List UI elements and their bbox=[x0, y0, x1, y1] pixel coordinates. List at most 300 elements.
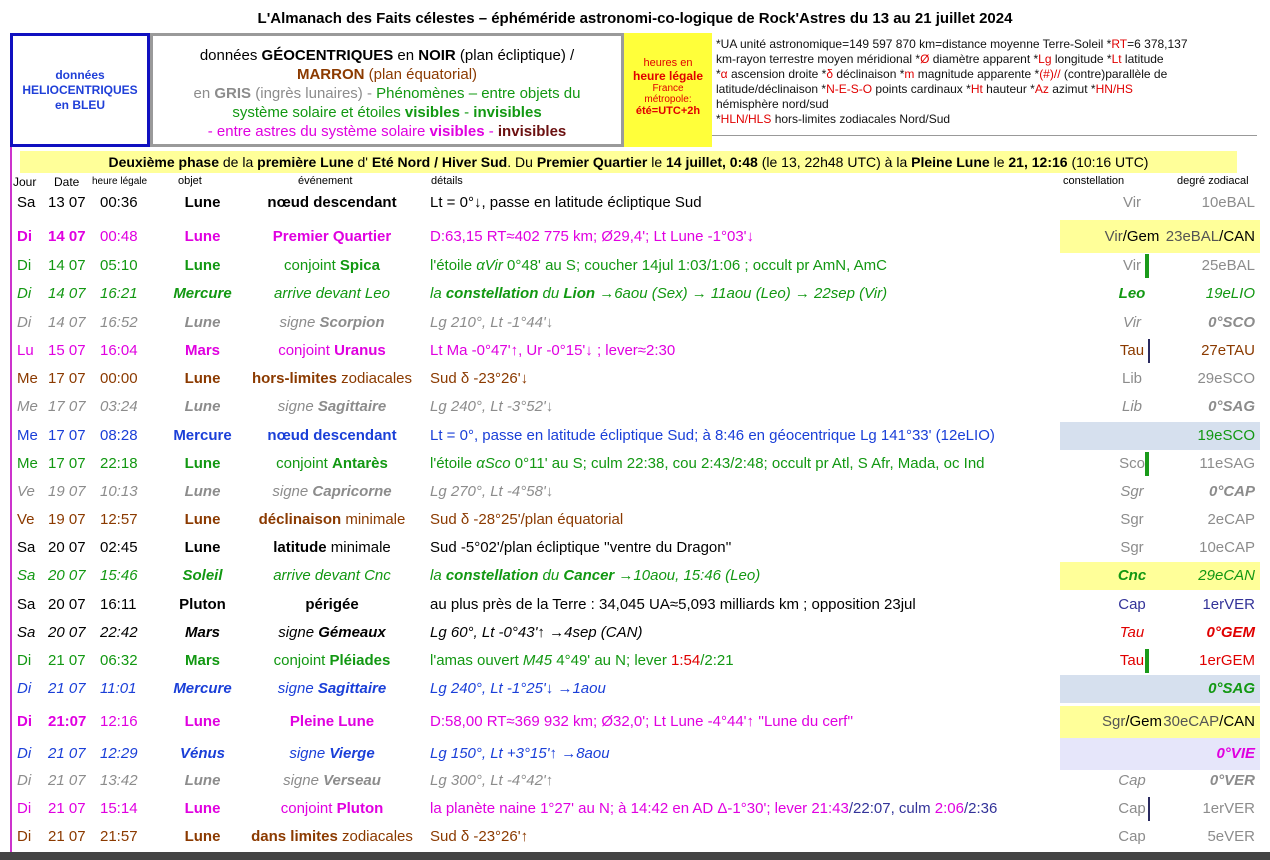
event-text: hors-limites bbox=[251, 370, 337, 387]
cell-jour: Di bbox=[17, 800, 32, 817]
zodiac-degree: 0°VER bbox=[1209, 772, 1255, 789]
cell-jour: Sa bbox=[17, 624, 36, 641]
cell-details bbox=[430, 619, 642, 647]
cell-jour: Me bbox=[17, 427, 38, 444]
cell-date: 17 07 bbox=[48, 398, 86, 415]
table-row bbox=[12, 478, 1260, 506]
constellation-name: Vir bbox=[1122, 257, 1142, 274]
cell-zodiac-degree bbox=[1157, 675, 1255, 703]
cell-details bbox=[430, 738, 610, 770]
zodiac-degree: 25eBAL bbox=[1201, 257, 1255, 274]
cell-event bbox=[242, 450, 422, 478]
cell-time: 11:01 bbox=[100, 680, 137, 697]
table-row bbox=[12, 706, 1260, 738]
event-text: conjoint bbox=[278, 342, 335, 359]
cell-time: 12:57 bbox=[100, 511, 138, 528]
cell-object: Lune bbox=[184, 772, 221, 789]
zodiac-degree: 19eLIO bbox=[1205, 285, 1255, 302]
constellation-name: Lib bbox=[1121, 370, 1143, 387]
cell-zodiac-degree bbox=[1157, 337, 1255, 365]
abbreviations-legend bbox=[716, 37, 1256, 127]
visibility-marker bbox=[1145, 649, 1149, 673]
cell-zodiac-degree bbox=[1157, 619, 1255, 647]
col-header-object: objet bbox=[178, 175, 202, 187]
cell-jour: Di bbox=[17, 680, 32, 697]
col-header-constellation: constellation bbox=[1063, 175, 1125, 187]
cell-event bbox=[242, 189, 422, 217]
cell-time: 03:24 bbox=[100, 398, 138, 415]
cell-details bbox=[430, 534, 731, 562]
details-part: Sud δ -28°25'/plan équatorial bbox=[430, 511, 624, 528]
cell-zodiac-degree bbox=[1157, 422, 1255, 450]
cell-details bbox=[430, 422, 995, 450]
event-text: signe bbox=[279, 314, 320, 331]
table-row bbox=[12, 647, 1260, 675]
cell-jour: Sa bbox=[17, 596, 36, 613]
table-row bbox=[12, 220, 1260, 253]
cell-zodiac-degree bbox=[1157, 738, 1255, 770]
table-row bbox=[12, 795, 1260, 823]
cell-date: 20 07 bbox=[48, 539, 86, 556]
details-part: 1:54 bbox=[671, 652, 701, 669]
cell-jour: Me bbox=[17, 370, 38, 387]
visibility-marker bbox=[1145, 452, 1149, 476]
event-subject: Spica bbox=[339, 257, 380, 274]
hl-line-1: heures en bbox=[643, 57, 693, 69]
details-part: Sud δ -23°26'↑ bbox=[430, 828, 529, 845]
cell-time: 21:57 bbox=[100, 828, 138, 845]
details-part: la bbox=[430, 285, 446, 302]
table-row bbox=[12, 309, 1260, 337]
col-header-date: Date bbox=[54, 175, 80, 189]
cell-time: 00:00 bbox=[100, 370, 138, 387]
cell-time: 16:04 bbox=[100, 342, 138, 359]
cell-object: Lune bbox=[184, 455, 221, 472]
details-part: Sud δ -23°26'↓ bbox=[430, 370, 529, 387]
cell-event bbox=[242, 795, 422, 823]
zodiac-degree: 0°SAG bbox=[1208, 680, 1255, 697]
cell-jour: Di bbox=[17, 285, 32, 302]
table-row bbox=[12, 280, 1260, 308]
details-part: /2:21 bbox=[700, 652, 734, 669]
cell-event bbox=[242, 619, 422, 647]
cell-jour: Me bbox=[17, 398, 38, 415]
cell-object: Mercure bbox=[173, 427, 232, 444]
cell-object: Lune bbox=[184, 511, 221, 528]
event-subject: Vierge bbox=[329, 745, 375, 762]
details-part: M45 bbox=[522, 652, 553, 669]
geo-line-2: MARRON (plan équatorial) bbox=[296, 66, 478, 83]
cell-time: 00:48 bbox=[100, 228, 138, 245]
cell-date: 15 07 bbox=[48, 342, 86, 359]
cell-jour: Di bbox=[17, 745, 32, 762]
cell-zodiac-degree bbox=[1157, 309, 1255, 337]
cell-object: Mercure bbox=[173, 680, 232, 697]
cell-time: 22:18 bbox=[100, 455, 138, 472]
zodiac-degree: 0°VIE bbox=[1216, 745, 1255, 762]
lunar-phase-banner: Deuxième phase de la première Lune d' Eté Nord / Hiver Sud. Du Premier Quartier le 14 juillet, 0:48 (le 13, 22h48 UTC) à la Pleine Lune le 21, 12:16 (10:16 UTC) bbox=[20, 151, 1237, 173]
cell-zodiac-degree bbox=[1157, 591, 1255, 619]
zodiac-degree: 29eSCO bbox=[1197, 370, 1255, 387]
constellation-name: Cap bbox=[1118, 772, 1146, 789]
details-part: la bbox=[430, 567, 446, 584]
event-subject: zodiacales bbox=[337, 828, 413, 845]
cell-zodiac-degree bbox=[1157, 706, 1255, 738]
cell-object: Lune bbox=[184, 370, 221, 387]
cell-details bbox=[430, 647, 734, 675]
cell-object: Soleil bbox=[182, 567, 223, 584]
constellation-name: Cap bbox=[1118, 828, 1146, 845]
cell-date: 20 07 bbox=[48, 624, 86, 641]
cell-zodiac-degree bbox=[1157, 562, 1255, 590]
event-text: signe bbox=[289, 745, 330, 762]
geocentric-legend-box bbox=[150, 33, 624, 147]
heliocentric-legend-box bbox=[10, 33, 150, 147]
event-subject: Pluton bbox=[336, 800, 384, 817]
zodiac-degree: 19eSCO bbox=[1197, 427, 1255, 444]
hl-line-4: métropole: bbox=[644, 94, 692, 105]
details-part: l'amas ouvert bbox=[430, 652, 523, 669]
details-part: constellation bbox=[445, 567, 539, 584]
event-subject: Sagittaire bbox=[317, 398, 387, 415]
cell-time: 15:46 bbox=[100, 567, 138, 584]
bottom-bar bbox=[0, 852, 1270, 860]
cell-zodiac-degree bbox=[1157, 280, 1255, 308]
cell-details bbox=[430, 506, 623, 534]
details-part: du bbox=[538, 285, 564, 302]
event-text: dans limites bbox=[251, 828, 338, 845]
cell-time: 08:28 bbox=[100, 427, 138, 444]
details-part: ''Lune du cerf'' bbox=[754, 713, 854, 730]
cell-object: Lune bbox=[184, 539, 221, 556]
legend-line-3: *α ascension droite *δ déclinaison *m magnitude apparente *(#)// (contre)parallèle de bbox=[716, 67, 1168, 81]
cell-object: Lune bbox=[184, 314, 221, 331]
cell-object: Lune bbox=[184, 194, 221, 211]
legal-time-box bbox=[624, 33, 712, 147]
cell-object: Lune bbox=[184, 800, 221, 817]
cell-time: 16:11 bbox=[100, 596, 137, 613]
event-text: signe bbox=[277, 398, 318, 415]
cell-jour: Di bbox=[17, 228, 32, 245]
zodiac-degree: 5eVER bbox=[1207, 828, 1255, 845]
cell-event bbox=[242, 220, 422, 253]
zodiac-degree: 23eBAL bbox=[1165, 228, 1220, 245]
cell-time: 12:29 bbox=[100, 745, 138, 762]
visibility-marker bbox=[1148, 797, 1150, 821]
details-part: Lg 150°, Lt +3°15'↑ →8aou bbox=[430, 745, 610, 762]
geo-line-4: système solaire et étoiles visibles - invisibles bbox=[232, 104, 542, 121]
cell-details bbox=[430, 450, 985, 478]
details-part: 21:43 bbox=[811, 800, 849, 817]
zodiac-degree: 29eCAN bbox=[1198, 567, 1255, 584]
constellation-name: Sgr bbox=[1120, 483, 1144, 500]
details-part: du bbox=[538, 567, 564, 584]
zodiac-degree: 11eSAG bbox=[1199, 455, 1255, 472]
details-part: →6aou (Sex) → 11aou (Leo) → 22sep (Vir) bbox=[595, 285, 888, 302]
details-part: Lg 60°, Lt -0°43'↑ →4sep (CAN) bbox=[430, 624, 643, 641]
cell-object: Lune bbox=[184, 483, 221, 500]
event-text: nœud descendant bbox=[267, 194, 397, 211]
details-part: Lg 300°, Lt -4°42'↑ bbox=[430, 772, 554, 789]
cell-date: 19 07 bbox=[48, 511, 86, 528]
cell-jour: Sa bbox=[17, 194, 36, 211]
cell-time: 00:36 bbox=[100, 194, 138, 211]
details-part: Lg 240°, Lt -3°52'↓ bbox=[430, 398, 554, 415]
cell-jour: Ve bbox=[17, 511, 35, 528]
event-subject: Antarès bbox=[332, 455, 388, 472]
hl-line-2: heure légale bbox=[632, 69, 704, 83]
details-part: Lg 270°, Lt -4°58'↓ bbox=[430, 483, 554, 500]
constellation-name: Vir bbox=[1122, 314, 1142, 331]
cell-time: 22:42 bbox=[100, 624, 138, 641]
cell-date: 21 07 bbox=[48, 772, 86, 789]
event-text: périgée bbox=[305, 596, 359, 613]
cell-zodiac-degree bbox=[1157, 823, 1255, 851]
cell-jour: Sa bbox=[17, 539, 36, 556]
details-part: →10aou, 15:46 (Leo) bbox=[614, 567, 761, 584]
table-row bbox=[12, 823, 1260, 851]
table-row bbox=[12, 534, 1260, 562]
zodiac-degree: 1erGEM bbox=[1199, 652, 1255, 669]
cell-jour: Di bbox=[17, 652, 32, 669]
cell-zodiac-degree bbox=[1157, 534, 1255, 562]
cell-time: 13:42 bbox=[100, 772, 138, 789]
event-subject: Scorpion bbox=[319, 314, 385, 331]
zodiac-degree: 30eCAP bbox=[1163, 713, 1220, 730]
cell-object: Mars bbox=[184, 652, 221, 669]
details-part: Cancer bbox=[563, 567, 615, 584]
geo-line-3: en GRIS (ingrès lunaires) - Phénomènes – entre objets du bbox=[193, 85, 581, 102]
visibility-marker bbox=[1145, 254, 1149, 278]
helio-line-2: HELIOCENTRIQUES bbox=[22, 82, 138, 97]
cell-object: Vénus bbox=[179, 745, 225, 762]
cell-event bbox=[242, 591, 422, 619]
details-part: Lg 240°, Lt -1°25'↓ →1aou bbox=[430, 680, 606, 697]
cell-details bbox=[430, 309, 553, 337]
cell-zodiac-degree bbox=[1157, 767, 1255, 795]
cell-details bbox=[430, 337, 675, 365]
cell-jour: Sa bbox=[17, 567, 36, 584]
event-subject: minimale bbox=[326, 539, 391, 556]
zodiac-degree: 27eTAU bbox=[1201, 342, 1255, 359]
cell-object: Mercure bbox=[173, 285, 232, 302]
zodiac-degree: 10eBAL bbox=[1201, 194, 1255, 211]
table-row bbox=[12, 365, 1260, 393]
cell-details bbox=[430, 478, 553, 506]
zodiac-degree: 0°SCO bbox=[1208, 314, 1255, 331]
cell-zodiac-degree bbox=[1157, 393, 1255, 421]
cell-details bbox=[430, 767, 553, 795]
zodiac-degree: 1erVER bbox=[1202, 596, 1255, 613]
cell-time: 12:16 bbox=[100, 713, 138, 730]
event-text: latitude bbox=[273, 539, 327, 556]
constellation-name: Sgr bbox=[1120, 539, 1144, 556]
zodiac-degree: 0°CAP bbox=[1208, 483, 1255, 500]
zodiac-degree-next: /CAN bbox=[1219, 713, 1255, 730]
constellation-name: Vir bbox=[1104, 228, 1123, 245]
event-text: arrive devant Cnc bbox=[273, 567, 391, 584]
event-subject: minimale bbox=[341, 511, 406, 528]
cell-object: Pluton bbox=[179, 596, 226, 613]
cell-event bbox=[242, 280, 422, 308]
event-text: signe bbox=[272, 483, 313, 500]
cell-details bbox=[430, 675, 606, 703]
cell-date: 21:07 bbox=[48, 713, 87, 730]
event-text: arrive devant Leo bbox=[274, 285, 390, 302]
details-part: 0°48' au S; coucher 14jul 1:03/1:06 ; occult pr AmN, AmC bbox=[502, 257, 887, 274]
cell-jour: Ve bbox=[17, 483, 35, 500]
details-part: /22:07, culm bbox=[848, 800, 935, 817]
constellation-name: Cap bbox=[1118, 800, 1146, 817]
cell-zodiac-degree bbox=[1157, 189, 1255, 217]
event-text: conjoint bbox=[284, 257, 340, 274]
cell-time: 16:52 bbox=[100, 314, 138, 331]
event-text: conjoint bbox=[276, 455, 332, 472]
details-part: Sud -5°02'/plan écliptique ''ventre du Dragon'' bbox=[430, 539, 732, 556]
table-row bbox=[12, 591, 1260, 619]
legend-line-4: latitude/déclinaison *N-E-S-O points cardinaux *Ht hauteur *Az azimut *HN/HS bbox=[716, 82, 1133, 96]
details-part: Lt Ma -0°47'↑, Ur -0°15'↓ ; lever≈2:30 bbox=[430, 342, 676, 359]
cell-time: 10:13 bbox=[100, 483, 138, 500]
cell-date: 14 07 bbox=[48, 285, 86, 302]
event-subject: Capricorne bbox=[312, 483, 392, 500]
cell-zodiac-degree bbox=[1157, 220, 1255, 253]
cell-jour: Di bbox=[17, 828, 32, 845]
cell-details bbox=[430, 823, 528, 851]
table-row bbox=[12, 738, 1260, 770]
table-row bbox=[12, 767, 1260, 795]
cell-jour: Me bbox=[17, 455, 38, 472]
table-row bbox=[12, 422, 1260, 450]
cell-details bbox=[430, 280, 887, 308]
cell-date: 17 07 bbox=[48, 455, 86, 472]
constellation-name: Tau bbox=[1119, 652, 1145, 669]
details-part: constellation bbox=[445, 285, 539, 302]
cell-event bbox=[242, 252, 422, 280]
col-header-event: événement bbox=[298, 175, 353, 187]
cell-date: 17 07 bbox=[48, 370, 86, 387]
constellation-name: Tau bbox=[1119, 624, 1145, 641]
col-header-time: heure légale bbox=[92, 176, 148, 187]
geo-line-5: - entre astres du système solaire visibles - invisibles bbox=[207, 123, 567, 140]
cell-event bbox=[242, 675, 422, 703]
zodiac-degree-next: /CAN bbox=[1219, 228, 1255, 245]
cell-date: 20 07 bbox=[48, 567, 86, 584]
constellation-name: Vir bbox=[1122, 194, 1142, 211]
event-text: Pleine Lune bbox=[289, 713, 375, 730]
cell-details bbox=[430, 393, 553, 421]
cell-jour: Di bbox=[17, 713, 32, 730]
hl-line-3: France bbox=[652, 83, 684, 94]
event-subject: Gémeaux bbox=[318, 624, 386, 641]
helio-line-3: en BLEU bbox=[54, 97, 105, 112]
cell-details bbox=[430, 562, 760, 590]
cell-time: 05:10 bbox=[100, 257, 138, 274]
cell-details bbox=[430, 365, 528, 393]
cell-object: Lune bbox=[184, 713, 221, 730]
cell-event bbox=[242, 738, 422, 770]
legend-divider bbox=[712, 135, 1257, 136]
cell-jour: Di bbox=[17, 772, 32, 789]
cell-date: 21 07 bbox=[48, 745, 86, 762]
legend-line-6: *HLN/HLS hors-limites zodiacales Nord/Sud bbox=[716, 112, 951, 126]
zodiac-degree: 2eCAP bbox=[1207, 511, 1255, 528]
cell-event bbox=[242, 365, 422, 393]
cell-date: 20 07 bbox=[48, 596, 86, 613]
cell-event bbox=[242, 422, 422, 450]
table-row bbox=[12, 252, 1260, 280]
cell-event bbox=[242, 706, 422, 738]
cell-date: 21 07 bbox=[48, 652, 86, 669]
cell-event bbox=[242, 506, 422, 534]
cell-details bbox=[430, 795, 997, 823]
event-text: signe bbox=[278, 624, 319, 641]
details-part: Lt = 0°↓, passe en latitude écliptique Sud bbox=[430, 194, 702, 211]
constellation-name: Leo bbox=[1118, 285, 1146, 302]
cell-event bbox=[242, 478, 422, 506]
details-part: l'étoile bbox=[430, 455, 477, 472]
table-row bbox=[12, 562, 1260, 590]
cell-date: 21 07 bbox=[48, 828, 86, 845]
details-part: ; à 8:46 en géocentrique Lg 141°33' (12eLIO) bbox=[694, 427, 995, 444]
cell-date: 19 07 bbox=[48, 483, 86, 500]
cell-date: 14 07 bbox=[48, 314, 86, 331]
table-row bbox=[12, 337, 1260, 365]
cell-zodiac-degree bbox=[1157, 252, 1255, 280]
details-part: Lion bbox=[563, 285, 596, 302]
event-subject: Sagittaire bbox=[317, 680, 387, 697]
constellation-name: Sco bbox=[1119, 455, 1145, 472]
zodiac-degree: 10eCAP bbox=[1199, 539, 1255, 556]
details-part: la planète naine 1°27' au N; à 14:42 en AD Δ-1°30'; lever bbox=[430, 800, 812, 817]
cell-object: Lune bbox=[184, 257, 221, 274]
cell-date: 17 07 bbox=[48, 427, 86, 444]
table-row bbox=[12, 393, 1260, 421]
cell-zodiac-degree bbox=[1157, 795, 1255, 823]
hl-line-5: été=UTC+2h bbox=[635, 105, 701, 117]
event-subject: zodiacales bbox=[336, 370, 413, 387]
details-part: D:58,00 RT≈369 932 km; Ø32,0'; Lt Lune -4°44'↑ bbox=[430, 713, 755, 730]
cell-details bbox=[430, 706, 853, 738]
details-part: 4°49' au N; lever bbox=[552, 652, 672, 669]
cell-time: 02:45 bbox=[100, 539, 138, 556]
details-part: αVir bbox=[476, 257, 503, 274]
cell-object: Mars bbox=[184, 342, 221, 359]
constellation-next: /Gem bbox=[1122, 228, 1160, 245]
cell-zodiac-degree bbox=[1157, 365, 1255, 393]
visibility-marker bbox=[1148, 339, 1150, 363]
col-header-zodiac-degree: degré zodiacal bbox=[1177, 175, 1249, 187]
zodiac-degree: 0°SAG bbox=[1208, 398, 1255, 415]
cell-event bbox=[242, 534, 422, 562]
details-part: 2:06 bbox=[934, 800, 964, 817]
col-header-details: détails bbox=[431, 175, 463, 187]
table-row bbox=[12, 675, 1260, 703]
cell-date: 21 07 bbox=[48, 680, 86, 697]
cell-event bbox=[242, 562, 422, 590]
constellation-name: Sgr bbox=[1101, 713, 1126, 730]
details-part: 0°11' au S; culm 22:38, cou 2:43/2:48; occult pr Atl, S Afr, Mada, oc Ind bbox=[510, 455, 985, 472]
cell-zodiac-degree bbox=[1157, 647, 1255, 675]
constellation-name: Lib bbox=[1121, 398, 1143, 415]
cell-time: 16:21 bbox=[100, 285, 138, 302]
page-title: L'Almanach des Faits célestes – éphéméride astronomi-co-logique de Rock'Astres du 13 au 21 juillet 2024 bbox=[257, 10, 1013, 27]
constellation-name: Cnc bbox=[1117, 567, 1147, 584]
cell-date: 14 07 bbox=[48, 228, 86, 245]
legend-line-5: hémisphère nord/sud bbox=[716, 97, 829, 111]
constellation-name: Sgr bbox=[1120, 511, 1144, 528]
event-subject: Uranus bbox=[334, 342, 386, 359]
